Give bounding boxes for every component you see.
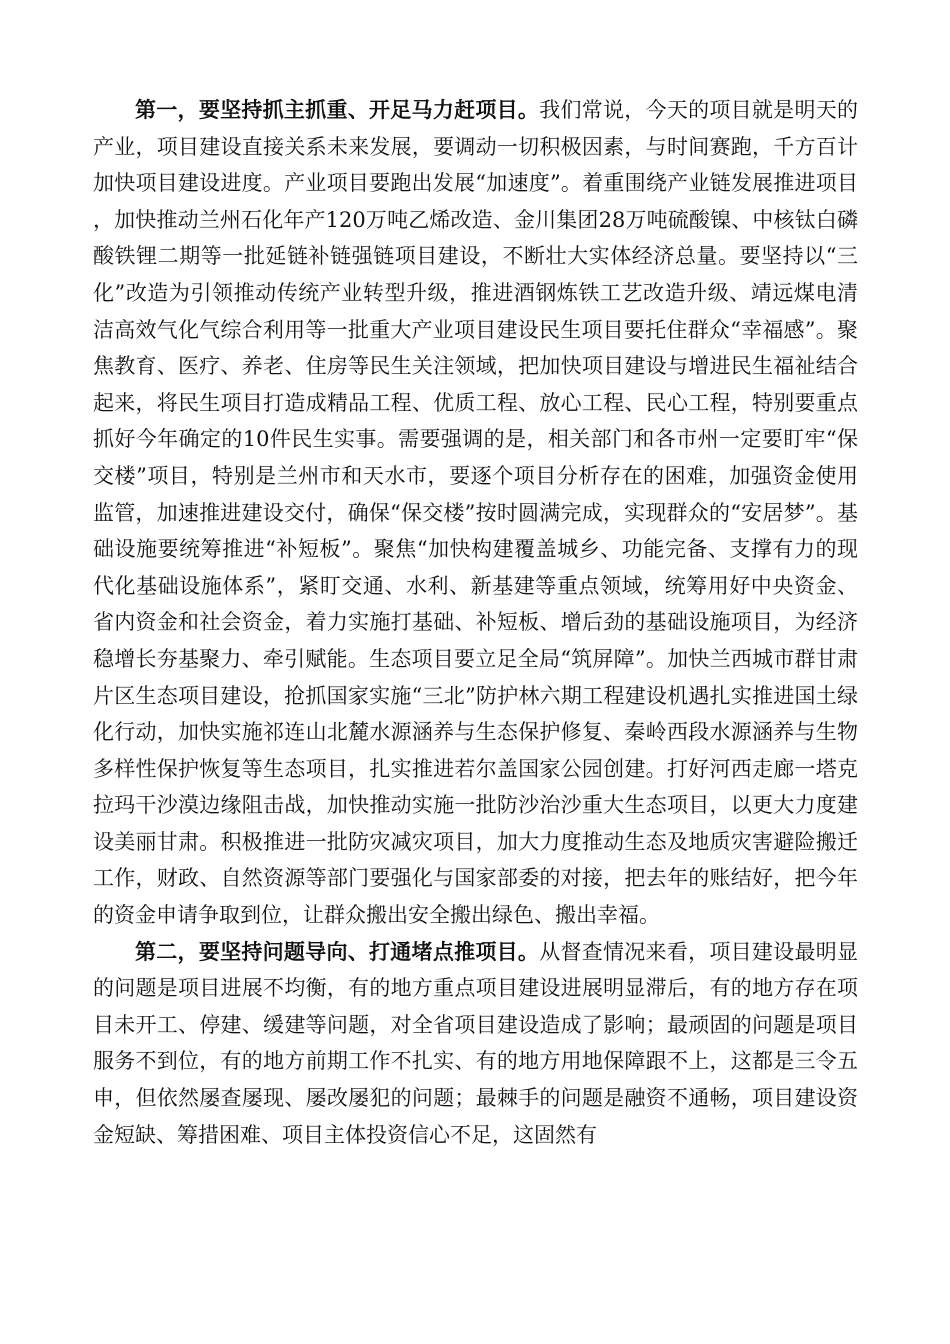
paragraph-first-heading: 第一，要坚持抓主抓重、开足马力赶项目。 [135,98,540,122]
paragraph-second-heading: 第二，要坚持问题导向、打通堵点推项目。 [135,939,540,964]
paragraph-second [93,934,858,1154]
paragraph-second-body: 从督查情况来看，项目建设最明显的问题是项目进展不均衡，有的地方重点项目建设进展明显滞后，有的地方存在项目未开工、停建、缓建等问题，对全省项目建设造成了影响；最顽固的问题是项目服务不到位，有的地方前期工作不扎实、有的地方用地保障跟不上，这都是三令五申，但依然屡查屡现、屡改屡犯的问题；最棘手的问题是融资不通畅，项目建设资金短缺、筹措困难、项目主体投资信心不足，这固然有 [93,939,859,1147]
paragraph-first [93,92,858,934]
paragraph-first-body: 我们常说，今天的项目就是明天的产业，项目建设直接关系未来发展，要调动一切积极因素，与时间赛跑，千方百计加快项目建设进度。产业项目要跑出发展“加速度”。着重围绕产业链发展推进项目，加快推动兰州石化年产120万吨乙烯改造、金川集团28万吨硫酸镍、中核钛白磷酸铁锂二期等一批延链补链强链项目建设，不断壮大实体经济总量。要坚持以“三化”改造为引领推动传统产业转型升级，推进酒钢炼铁工艺改造升级、靖远煤电清洁高效气化气综合利用等一批重大产业项目建设民生项目要托住群众“幸福感”。聚焦教育、医疗、养老、住房等民生关注领域，把加快项目建设与增进民生福祉结合起来，将民生项目打造成精品工程、优质工程、放心工程、民心工程，特别要重点抓好今年确定的10件民生实事。需要强调的是，相关部门和各市州一定要盯牢“保交楼”项目，特别是兰州市和天水市，要逐个项目分析存在的困难，加强资金使用监管，加速推进建设交付，确保“保交楼”按时圆满完成，实现群众的“安居梦”。基础设施要统筹推进“补短板”。聚焦“加快构建覆盖城乡、功能完备、支撑有力的现代化基础设施体系”，紧盯交通、水利、新基建等重点领域，统筹用好中央资金、省内资金和社会资金，着力实施打基础、补短板、增后劲的基础设施项目，为经济稳增长夯基聚力、牵引赋能。生态项目要立足全局“筑屏障”。加快兰西城市群甘肃片区生态项目建设，抢抓国家实施“三北”防护林六期工程建设机遇扎实推进国土绿化行动，加快实施祁连山北麓水源涵养与生态保护修复、秦岭西段水源涵养与生物多样性保护恢复等生态项目，扎实推进若尔盖国家公园创建。打好河西走廊一塔克拉玛干沙漠边缘阻击战，加快推动实施一批防沙治沙重大生态项目，以更大力度建设美丽甘肃。积极推进一批防灾减灾项目，加大力度推动生态及地质灾害避险搬迁工作，财政、自然资源等部门要强化与国家部委的对接，把去年的账结好，把今年的资金申请争取到位，让群众搬出安全搬出绿色、搬出幸福。 [93,98,859,928]
document-page [93,92,858,1153]
